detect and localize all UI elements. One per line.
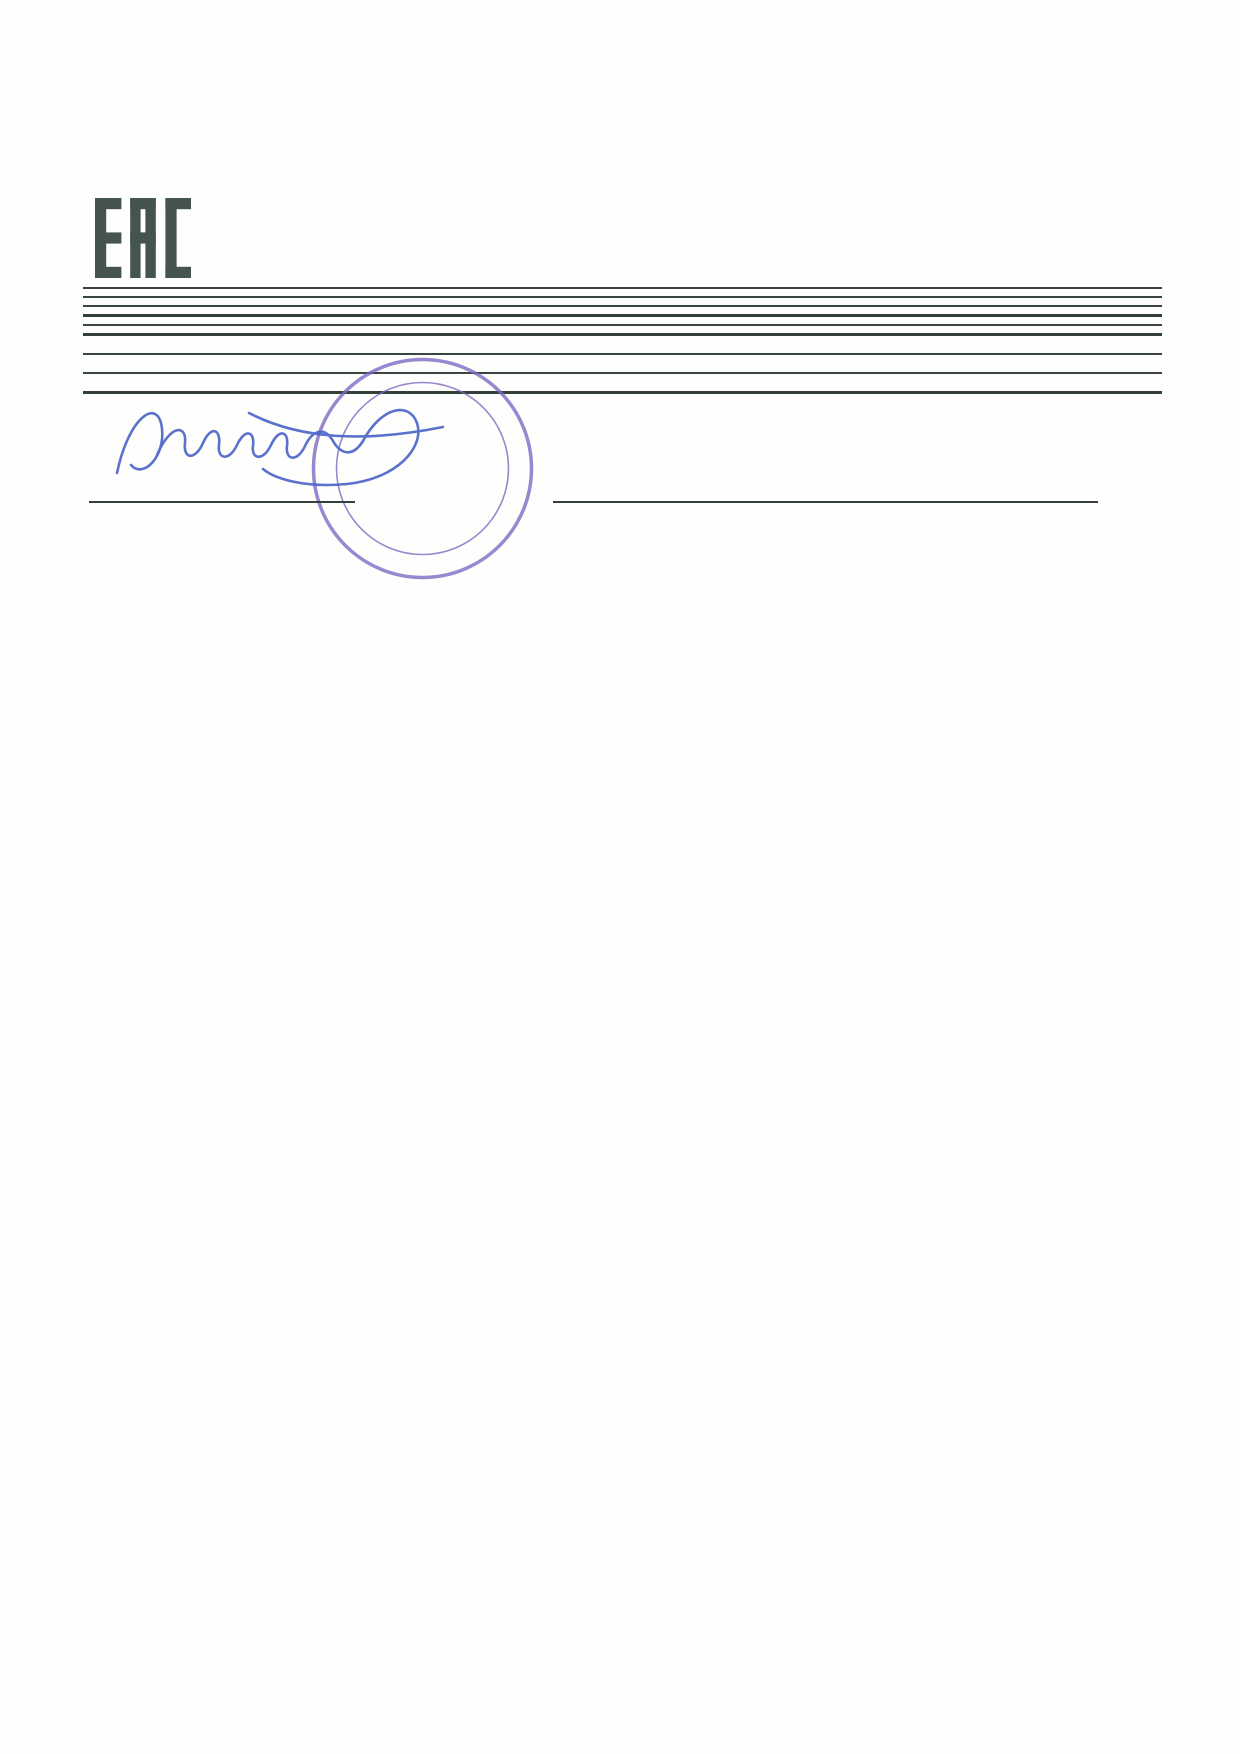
- signature-area: [83, 409, 1162, 621]
- document-body: [83, 280, 1162, 643]
- regulations-section: [83, 346, 1162, 355]
- address-section: [83, 289, 1162, 298]
- validity-line: [83, 394, 1162, 401]
- qr-code-icon: [1032, 100, 1172, 245]
- name-line: [553, 501, 1098, 503]
- complies-heading: [83, 326, 1162, 336]
- basis-section: [83, 355, 1162, 374]
- signature-scribble-icon: [101, 381, 461, 519]
- eac-logo-icon: [95, 192, 191, 289]
- signature-line: [89, 501, 355, 503]
- in-person-section: [83, 298, 1162, 307]
- additional-info-section: [83, 374, 1162, 394]
- manufacturer-section: [83, 317, 1162, 326]
- declares-section: [83, 307, 1162, 317]
- applicant-section: [83, 280, 1162, 289]
